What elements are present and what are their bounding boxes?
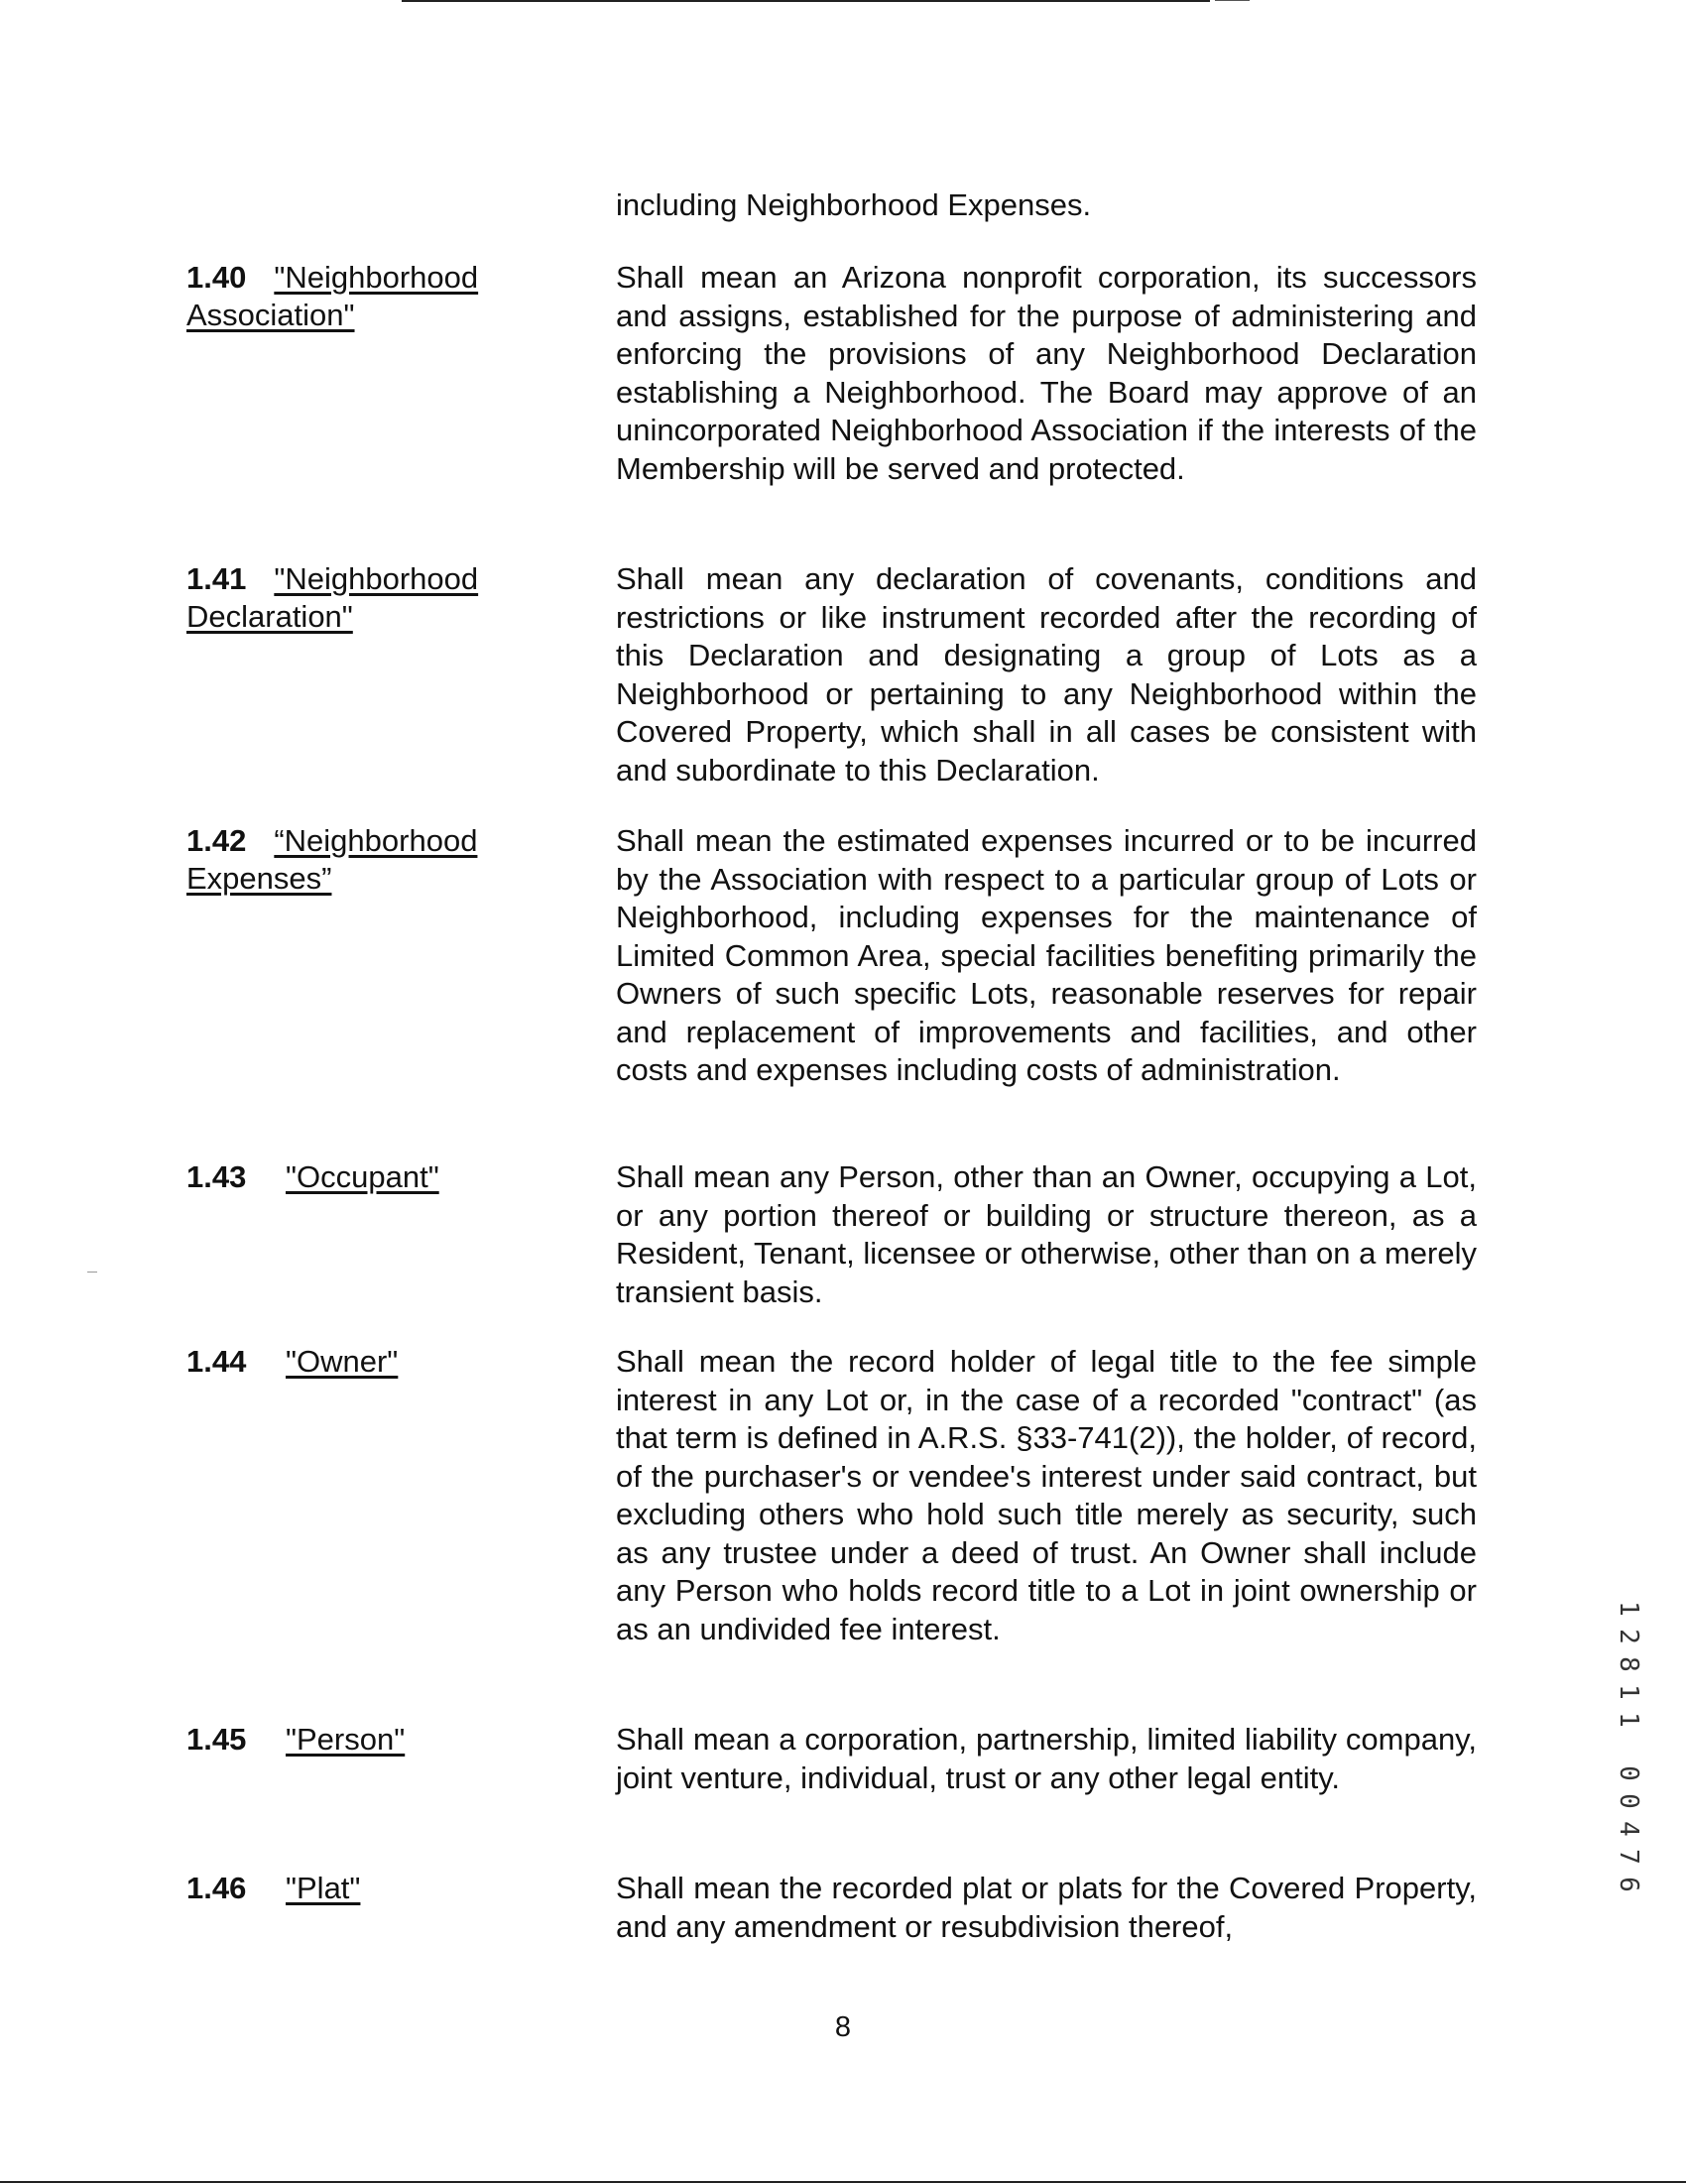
term-cell bbox=[186, 1343, 509, 1381]
definition-text: Shall mean the estimated expenses incurred or to be incurred by the Association with respect to a particular group of Lots or Neighborhood, including expenses for the maintenance of Limited Common Area, special facilities benefiting primarily the Owners of such specific Lots, reasonable reserves for repair and replacement of improvements and facilities, and other costs and expenses including costs of administration. bbox=[616, 823, 1477, 1087]
defined-term: "Neighborhood Association" bbox=[186, 260, 479, 332]
defined-term: "Owner" bbox=[286, 1344, 399, 1379]
definition-text: Shall mean an Arizona nonprofit corporation, its successors and assigns, established for the purpose of administering and enforcing the provisions of any Neighborhood Declaration establishing a Neighborhood. The Board may approve of an unincorporated Neighborhood Association if the interests of the Membership will be served and protected. bbox=[616, 260, 1477, 486]
defined-term: "Neighborhood Declaration" bbox=[186, 561, 479, 634]
stamp-digit: 0 bbox=[1614, 1793, 1643, 1809]
stamp-digit: 1 bbox=[1614, 1601, 1643, 1617]
term-cell bbox=[186, 822, 509, 898]
section-number: 1.44 bbox=[186, 1344, 247, 1379]
scan-edge-top-fragment bbox=[1215, 0, 1250, 1]
section-number: 1.45 bbox=[186, 1722, 247, 1757]
definition-text: Shall mean any Person, other than an Owner, occupying a Lot, or any portion thereof or building or structure thereon, as a Resident, Tenant, licensee or otherwise, other than on a merely transient basis. bbox=[616, 1159, 1477, 1309]
section-number: 1.41 bbox=[186, 561, 247, 596]
scan-margin-mark bbox=[87, 1272, 97, 1273]
defined-term: “Neighborhood Expenses” bbox=[186, 823, 478, 896]
term-cell bbox=[186, 1721, 509, 1759]
stamp-digit: 1 bbox=[1614, 1712, 1643, 1728]
page-number: 8 bbox=[834, 2011, 852, 2043]
defined-term: "Plat" bbox=[286, 1871, 361, 1905]
section-number: 1.42 bbox=[186, 823, 247, 858]
definition-text: Shall mean the recorded plat or plats for the Covered Property, and any amendment or resubdivision thereof, bbox=[616, 1871, 1477, 1944]
scan-edge-bottom bbox=[0, 2181, 1686, 2183]
stamp-digit: 1 bbox=[1614, 1684, 1643, 1700]
scan-edge-top bbox=[402, 0, 1210, 2]
term-cell bbox=[186, 1870, 509, 1907]
defined-term: "Occupant" bbox=[286, 1159, 439, 1194]
section-number: 1.46 bbox=[186, 1871, 247, 1905]
stamp-digit: 4 bbox=[1614, 1821, 1643, 1837]
section-number: 1.40 bbox=[186, 260, 247, 295]
stamp-digit: 8 bbox=[1614, 1656, 1643, 1672]
recording-number-stamp bbox=[1614, 1595, 1643, 1898]
defined-term: "Person" bbox=[286, 1722, 406, 1757]
stamp-digit: 0 bbox=[1614, 1765, 1643, 1781]
stamp-digit: 6 bbox=[1614, 1877, 1643, 1892]
stamp-digit: 7 bbox=[1614, 1849, 1643, 1865]
definition-text: Shall mean any declaration of covenants, conditions and restrictions or like instrument recorded after the recording of this Declaration and designating a group of Lots as a Neighborhood or pertaining to any Neighborhood within the Covered Property, which shall in all cases be consistent with and subordinate to this Declaration. bbox=[616, 561, 1477, 788]
section-number: 1.43 bbox=[186, 1159, 247, 1194]
term-cell bbox=[186, 1158, 509, 1196]
definition-text: Shall mean a corporation, partnership, limited liability company, joint venture, individual, trust or any other legal entity. bbox=[616, 1722, 1477, 1795]
term-cell bbox=[186, 259, 509, 334]
term-cell bbox=[186, 560, 509, 636]
definition-text: Shall mean the record holder of legal title to the fee simple interest in any Lot or, in the case of a recorded "contract" (as that term is defined in A.R.S. §33-741(2)), the holder, of record, of the purchaser's or vendee's interest under said contract, but excluding others who hold such title merely as security, such as any trustee under a deed of trust. An Owner shall include any Person who holds record title to a Lot in joint ownership or as an undivided fee interest. bbox=[616, 1344, 1477, 1646]
stamp-digit: 2 bbox=[1614, 1629, 1643, 1644]
continued-definition-text: including Neighborhood Expenses. bbox=[616, 187, 1092, 222]
stamp-gap bbox=[1614, 1734, 1643, 1759]
